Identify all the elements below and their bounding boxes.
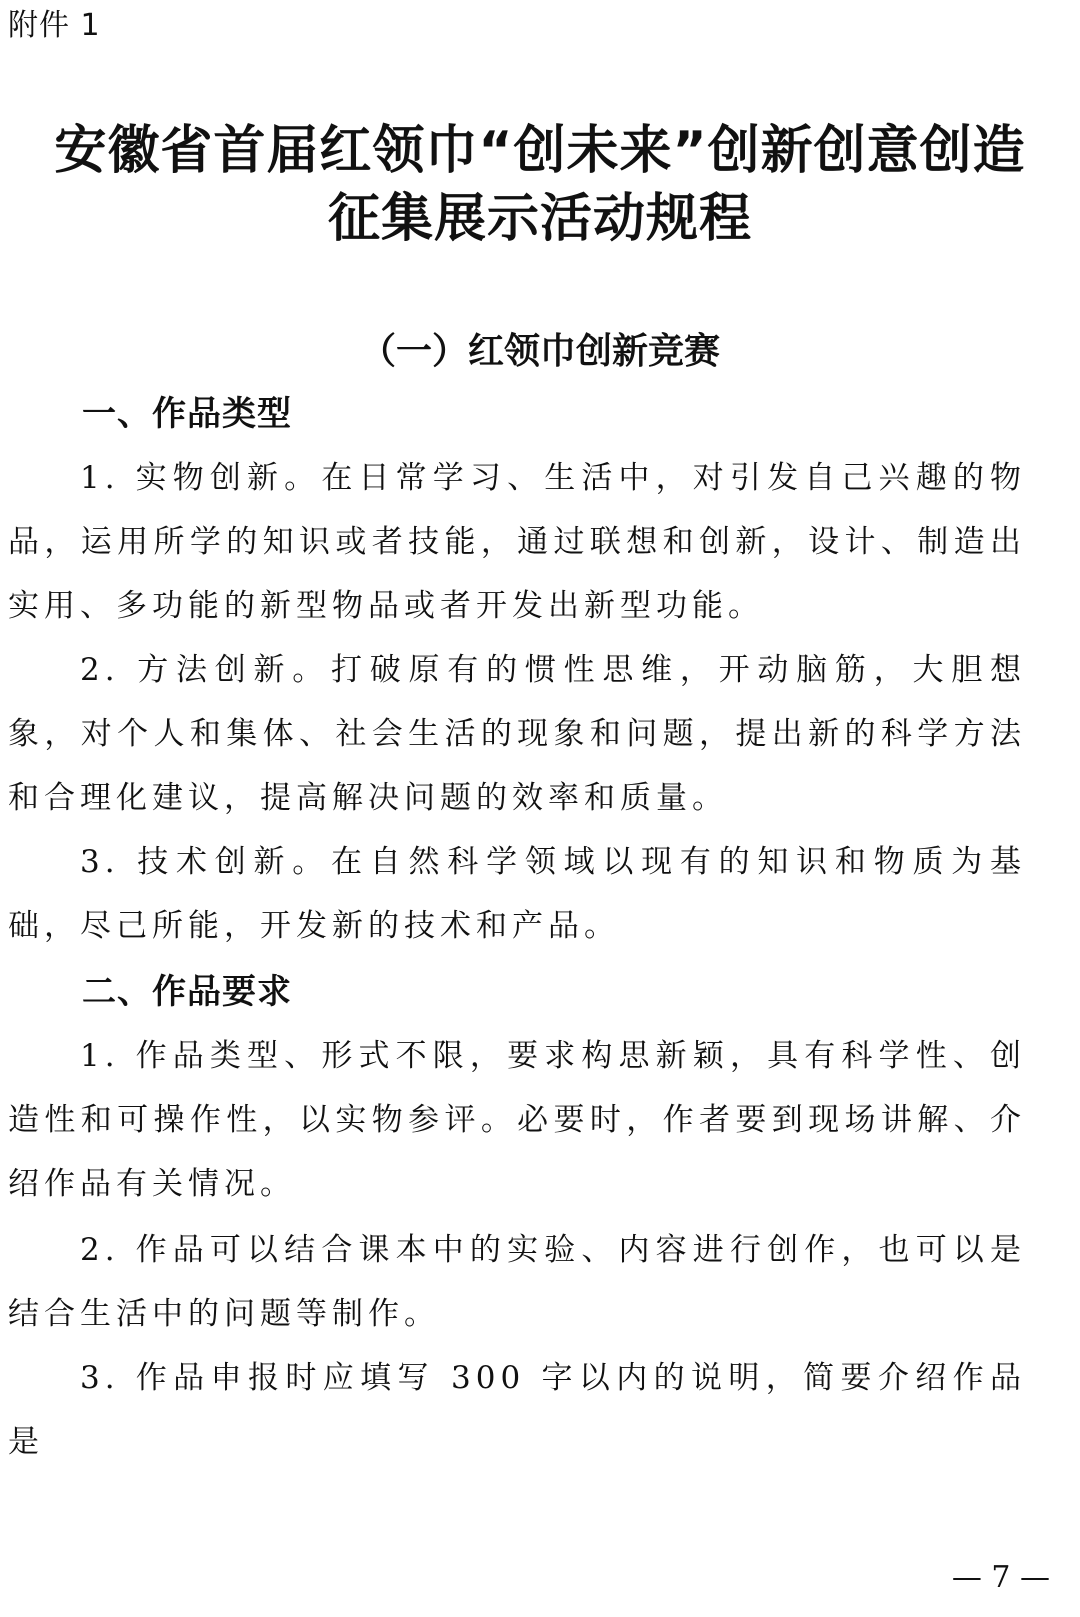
paragraph-requirement-1: 1. 作品类型、形式不限，要求构思新颖，具有科学性、创造性和可操作性，以实物参评。必要时，作者要到现场讲解、介绍作品有关情况。 (8, 1038, 1026, 1202)
paragraph-requirement-2: 2. 作品可以结合课本中的实验、内容进行创作，也可以是结合生活中的问题等制作。 (8, 1232, 1026, 1332)
document-title-line-1: 安徽省首届红领巾“创未来”创新创意创造 (54, 121, 1026, 181)
document-title-line-2: 征集展示活动规程 (327, 189, 752, 249)
section-title: （一）红领巾创新竞赛 (359, 331, 720, 372)
page-number: — 7 — (951, 1560, 1050, 1595)
attachment-label: 附件 1 (8, 8, 101, 43)
paragraph-technical-innovation: 3. 技术创新。在自然科学领域以现有的知识和物质为基础，尽己所能，开发新的技术和产品。 (8, 844, 1026, 944)
paragraph-method-innovation: 2. 方法创新。打破原有的惯性思维，开动脑筋，大胆想象，对个人和集体、社会生活的现象和问题，提出新的科学方法和合理化建议，提高解决问题的效率和质量。 (8, 652, 1026, 816)
paragraph-requirement-3: 3. 作品申报时应填写 300 字以内的说明，简要介绍作品是 (8, 1360, 1026, 1460)
part-heading-work-types: 一、作品类型 (82, 394, 292, 434)
part-heading-work-requirements: 二、作品要求 (82, 972, 292, 1012)
paragraph-physical-innovation: 1. 实物创新。在日常学习、生活中，对引发自己兴趣的物品，运用所学的知识或者技能，通过联想和创新，设计、制造出实用、多功能的新型物品或者开发出新型功能。 (8, 460, 1026, 624)
